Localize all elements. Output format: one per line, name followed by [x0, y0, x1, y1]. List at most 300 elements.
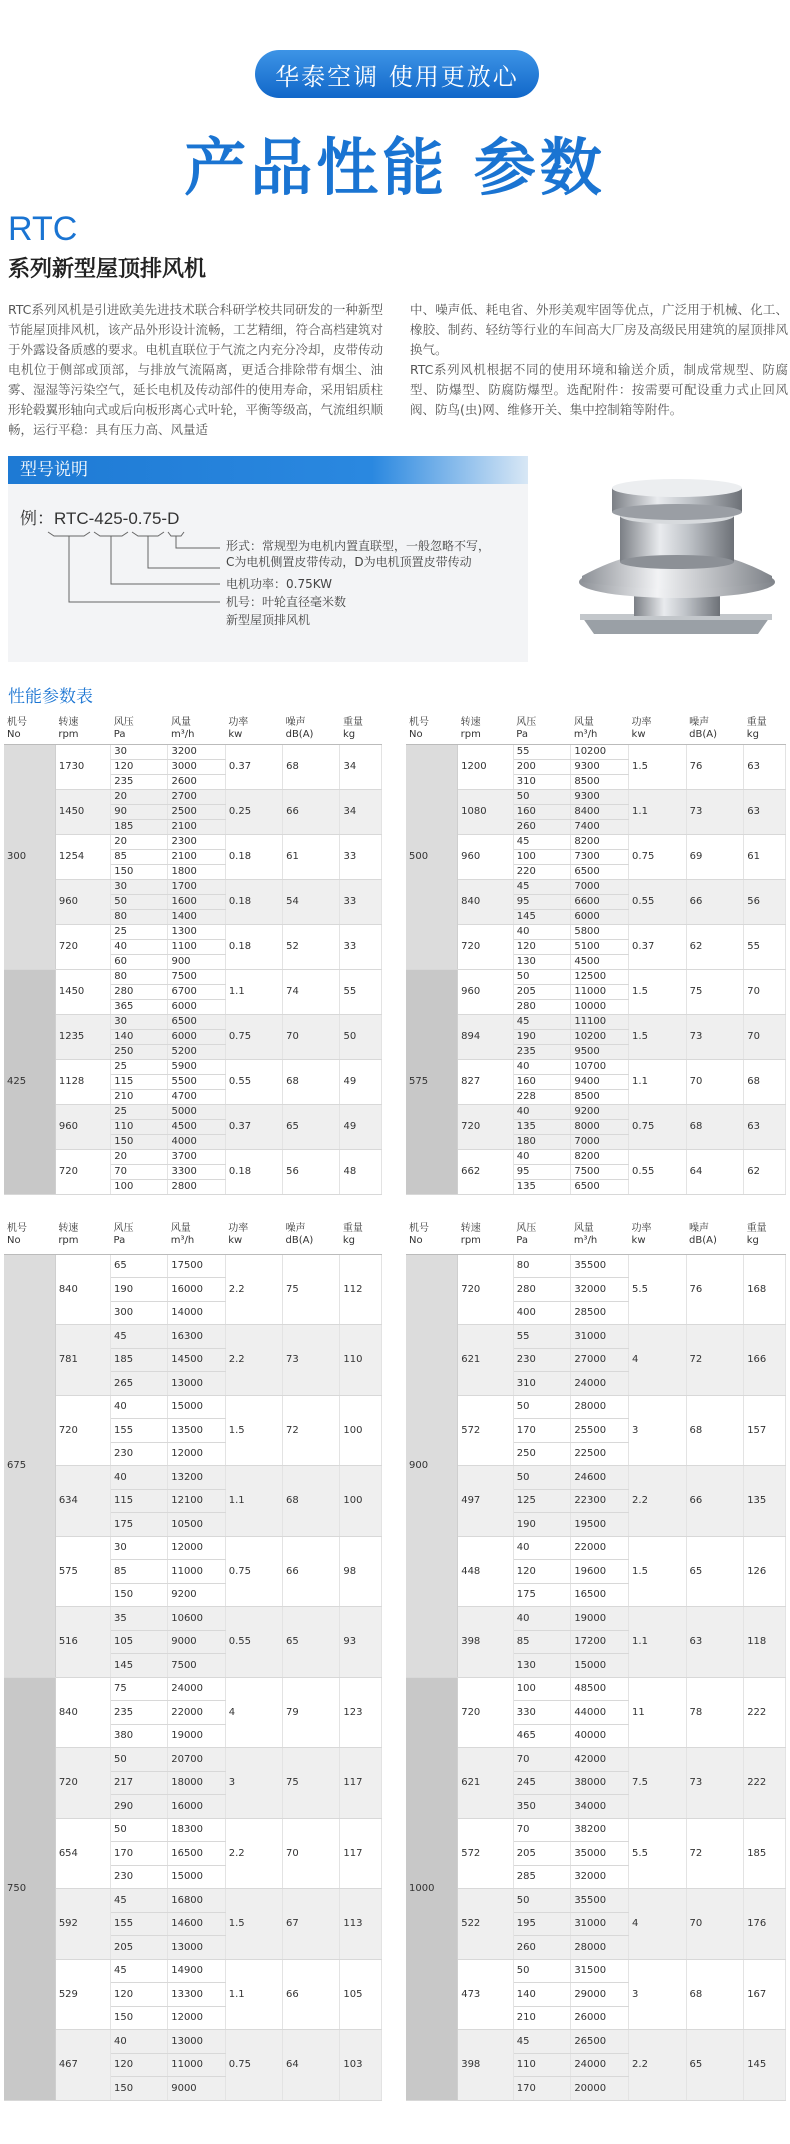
weight-cell: 100	[340, 1395, 382, 1466]
airflow-cell: 40000	[571, 1724, 629, 1748]
table-row	[406, 744, 786, 759]
pressure-cell: 50	[111, 1818, 168, 1842]
power-cell: 1.1	[629, 1607, 687, 1678]
rpm-cell: 572	[458, 1395, 514, 1466]
pressure-cell: 30	[111, 879, 168, 894]
noise-cell: 65	[282, 1607, 339, 1678]
table-row	[406, 1607, 786, 1631]
pressure-cell: 155	[111, 1419, 168, 1443]
airflow-cell: 8400	[571, 804, 629, 819]
intro-text-left	[8, 300, 383, 440]
pressure-cell: 170	[513, 1419, 571, 1443]
power-cell: 0.55	[629, 879, 687, 924]
column-header-db	[283, 716, 340, 744]
airflow-cell: 35000	[571, 1842, 629, 1866]
noise-cell: 74	[283, 969, 340, 1014]
noise-cell: 66	[282, 1959, 339, 2030]
column-header-kg-cn: 重量	[746, 717, 767, 728]
power-cell: 0.75	[629, 1104, 687, 1149]
weight-cell: 167	[744, 1959, 786, 2030]
weight-cell: 98	[340, 1536, 382, 1607]
pressure-cell: 285	[513, 1865, 571, 1889]
airflow-cell: 2700	[168, 789, 225, 804]
column-header-rpm	[458, 1222, 514, 1254]
airflow-cell: 6500	[571, 1179, 629, 1194]
airflow-cell: 4700	[168, 1089, 225, 1104]
pressure-cell: 210	[513, 2006, 571, 2030]
rpm-cell: 960	[55, 879, 110, 924]
airflow-cell: 1600	[168, 894, 225, 909]
rpm-cell: 522	[458, 1889, 514, 1960]
pressure-cell: 30	[111, 1536, 168, 1560]
power-cell: 1.5	[629, 969, 687, 1014]
rpm-cell: 1254	[55, 834, 110, 879]
table-row	[4, 1395, 382, 1419]
rpm-cell: 720	[458, 1677, 514, 1748]
rpm-cell: 720	[458, 924, 514, 969]
airflow-cell: 11100	[571, 1014, 629, 1029]
pressure-cell: 65	[111, 1254, 168, 1278]
airflow-cell: 9200	[571, 1104, 629, 1119]
airflow-cell: 6000	[168, 1029, 225, 1044]
rpm-cell: 572	[458, 1818, 514, 1889]
power-cell: 0.75	[225, 2030, 282, 2101]
rpm-cell: 473	[458, 1959, 514, 2030]
table-row	[406, 1014, 786, 1029]
airflow-cell: 24000	[168, 1677, 226, 1701]
power-cell: 1.1	[225, 1466, 282, 1537]
pressure-cell: 290	[111, 1795, 168, 1819]
airflow-cell: 12000	[168, 1442, 226, 1466]
pressure-cell: 35	[111, 1607, 168, 1631]
table-row	[406, 879, 786, 894]
pressure-cell: 25	[111, 1059, 168, 1074]
pressure-cell: 400	[513, 1301, 571, 1325]
weight-cell: 113	[340, 1889, 382, 1960]
airflow-cell: 9300	[571, 789, 629, 804]
rpm-cell: 1450	[55, 969, 110, 1014]
pressure-cell: 205	[111, 1936, 168, 1960]
power-cell: 0.55	[629, 1149, 687, 1194]
pressure-cell: 80	[111, 969, 168, 984]
power-cell: 2.2	[629, 1466, 687, 1537]
column-header-kg-en: kg	[746, 1235, 759, 1246]
power-cell: 0.75	[225, 1014, 282, 1059]
pressure-cell: 55	[513, 744, 571, 759]
airflow-cell: 4500	[168, 1119, 225, 1134]
power-cell: 0.37	[225, 744, 282, 789]
airflow-cell: 1300	[168, 924, 225, 939]
airflow-cell: 13500	[168, 1419, 226, 1443]
pressure-cell: 280	[111, 984, 168, 999]
column-header-kw-cn: 功率	[631, 717, 652, 728]
airflow-cell: 28000	[571, 1395, 629, 1419]
pressure-cell: 40	[111, 1466, 168, 1490]
airflow-cell: 10200	[571, 1029, 629, 1044]
column-header-no	[406, 1222, 458, 1254]
airflow-cell: 8500	[571, 1089, 629, 1104]
pressure-cell: 20	[111, 834, 168, 849]
noise-cell: 75	[686, 969, 744, 1014]
airflow-cell: 10200	[571, 744, 629, 759]
table-header-row	[406, 716, 786, 744]
pressure-cell: 300	[111, 1301, 168, 1325]
table-row	[4, 969, 382, 984]
pressure-cell: 195	[513, 1912, 571, 1936]
model-example-code: 例：RTC-425-0.75-D	[20, 509, 180, 528]
column-header-db-cn: 噪声	[689, 717, 710, 728]
column-header-no-cn: 机号	[409, 1223, 429, 1234]
airflow-cell: 6700	[168, 984, 225, 999]
pressure-cell: 190	[111, 1278, 168, 1302]
table-row	[4, 1325, 382, 1349]
column-header-rpm	[55, 1222, 110, 1254]
airflow-cell: 19600	[571, 1560, 629, 1584]
pressure-cell: 150	[111, 2006, 168, 2030]
power-cell: 11	[629, 1677, 687, 1748]
model-desc-type-line2: C为电机侧置皮带传动，D为电机顶置皮带传动	[226, 555, 472, 569]
noise-cell: 72	[686, 1818, 744, 1889]
pressure-cell: 350	[513, 1795, 571, 1819]
airflow-cell: 19000	[571, 1607, 629, 1631]
table-row	[4, 1889, 382, 1913]
pressure-cell: 110	[513, 2053, 571, 2077]
airflow-cell: 28500	[571, 1301, 629, 1325]
airflow-cell: 44000	[571, 1701, 629, 1725]
airflow-cell: 12000	[168, 2006, 226, 2030]
pressure-cell: 380	[111, 1724, 168, 1748]
pressure-cell: 50	[513, 1959, 571, 1983]
rpm-cell: 516	[55, 1607, 110, 1678]
spec-table-500-575	[406, 716, 786, 1195]
pressure-cell: 85	[111, 1560, 168, 1584]
model-desc-type-line1: 形式：常规型为电机内置直联型，一般忽略不写，	[226, 539, 491, 553]
noise-cell: 68	[686, 1959, 744, 2030]
column-header-kw	[225, 1222, 282, 1254]
column-header-no-cn: 机号	[409, 717, 429, 728]
pressure-cell: 40	[513, 1104, 571, 1119]
pressure-cell: 230	[111, 1442, 168, 1466]
power-cell: 1.1	[629, 1059, 687, 1104]
airflow-cell: 10600	[168, 1607, 226, 1631]
column-header-pa-cn: 风压	[113, 717, 134, 728]
pressure-cell: 185	[111, 1348, 168, 1372]
column-header-db-en: dB(A)	[689, 729, 717, 740]
power-cell: 1.5	[629, 1536, 687, 1607]
pressure-cell: 160	[513, 804, 571, 819]
pressure-cell: 140	[513, 1983, 571, 2007]
table-row	[4, 924, 382, 939]
column-header-air-cn: 风量	[170, 1223, 191, 1234]
pressure-cell: 75	[111, 1677, 168, 1701]
noise-cell: 68	[282, 1466, 339, 1537]
pressure-cell: 45	[513, 1014, 571, 1029]
pressure-cell: 30	[111, 744, 168, 759]
airflow-cell: 9000	[168, 2077, 226, 2101]
pressure-cell: 50	[513, 1395, 571, 1419]
noise-cell: 65	[686, 2030, 744, 2101]
pressure-cell: 50	[513, 1889, 571, 1913]
airflow-cell: 24600	[571, 1466, 629, 1490]
noise-cell: 78	[686, 1677, 744, 1748]
noise-cell: 73	[282, 1325, 339, 1396]
column-header-no-cn: 机号	[7, 717, 27, 728]
table-row	[406, 1889, 786, 1913]
pressure-cell: 150	[111, 2077, 168, 2101]
airflow-cell: 32000	[571, 1865, 629, 1889]
weight-cell: 105	[340, 1959, 382, 2030]
weight-cell: 63	[744, 1104, 786, 1149]
noise-cell: 68	[686, 1104, 744, 1149]
column-header-air	[571, 1222, 629, 1254]
airflow-cell: 3300	[168, 1164, 225, 1179]
noise-cell: 66	[686, 1466, 744, 1537]
machine-number-cell: 500	[406, 744, 458, 969]
column-header-pa-cn: 风压	[516, 717, 537, 728]
power-cell: 0.75	[629, 834, 687, 879]
rpm-cell: 960	[458, 969, 514, 1014]
power-cell: 5.5	[629, 1254, 687, 1325]
airflow-cell: 19000	[168, 1724, 226, 1748]
pressure-cell: 20	[111, 789, 168, 804]
pressure-cell: 120	[111, 1983, 168, 2007]
table-row	[406, 1748, 786, 1772]
table-row	[4, 1818, 382, 1842]
spec-table-300-425	[4, 716, 382, 1195]
noise-cell: 72	[686, 1325, 744, 1396]
airflow-cell: 16500	[168, 1842, 226, 1866]
pressure-cell: 205	[513, 984, 571, 999]
power-cell: 2.2	[629, 2030, 687, 2101]
column-header-no	[406, 716, 458, 744]
rpm-cell: 592	[55, 1889, 110, 1960]
airflow-cell: 27000	[571, 1348, 629, 1372]
airflow-cell: 13000	[168, 1372, 226, 1396]
airflow-cell: 35500	[571, 1889, 629, 1913]
column-header-db	[282, 1222, 339, 1254]
column-header-air	[168, 716, 225, 744]
airflow-cell: 16800	[168, 1889, 226, 1913]
noise-cell: 52	[283, 924, 340, 969]
airflow-cell: 16000	[168, 1278, 226, 1302]
pressure-cell: 50	[111, 1748, 168, 1772]
airflow-cell: 17200	[571, 1630, 629, 1654]
pressure-cell: 200	[513, 759, 571, 774]
column-header-db	[686, 716, 744, 744]
pressure-cell: 260	[513, 819, 571, 834]
column-header-kg-cn: 重量	[342, 717, 363, 728]
power-cell: 0.55	[225, 1059, 282, 1104]
weight-cell: 117	[340, 1818, 382, 1889]
column-header-air-en: m³/h	[170, 729, 195, 740]
pressure-cell: 70	[513, 1818, 571, 1842]
pressure-cell: 265	[111, 1372, 168, 1396]
noise-cell: 54	[283, 879, 340, 924]
column-header-kw-cn: 功率	[228, 717, 249, 728]
airflow-cell: 2100	[168, 849, 225, 864]
table-row	[406, 1059, 786, 1074]
pressure-cell: 105	[111, 1630, 168, 1654]
table-row	[406, 1466, 786, 1490]
airflow-cell: 7500	[168, 1654, 226, 1678]
airflow-cell: 9500	[571, 1044, 629, 1059]
weight-cell: 48	[340, 1149, 382, 1194]
weight-cell: 55	[744, 924, 786, 969]
pressure-cell: 228	[513, 1089, 571, 1104]
table-row	[4, 1536, 382, 1560]
pressure-cell: 330	[513, 1701, 571, 1725]
airflow-cell: 22300	[571, 1489, 629, 1513]
table-row	[406, 1149, 786, 1164]
airflow-cell: 6500	[571, 864, 629, 879]
table-row	[406, 1959, 786, 1983]
airflow-cell: 3200	[168, 744, 225, 759]
pressure-cell: 250	[513, 1442, 571, 1466]
airflow-cell: 8200	[571, 834, 629, 849]
column-header-air	[168, 1222, 226, 1254]
column-header-air-cn: 风量	[170, 717, 191, 728]
column-header-rpm	[55, 716, 110, 744]
table-row	[406, 1254, 786, 1278]
weight-cell: 33	[340, 834, 382, 879]
pressure-cell: 230	[513, 1348, 571, 1372]
airflow-cell: 14900	[168, 1959, 226, 1983]
airflow-cell: 8000	[571, 1119, 629, 1134]
table-row	[406, 1395, 786, 1419]
table-row	[4, 1254, 382, 1278]
pressure-cell: 45	[513, 2030, 571, 2054]
airflow-cell: 22500	[571, 1442, 629, 1466]
column-header-pa	[111, 716, 168, 744]
airflow-cell: 10000	[571, 999, 629, 1014]
column-header-no-en: No	[7, 1235, 21, 1246]
machine-number-cell: 575	[406, 969, 458, 1194]
weight-cell: 222	[744, 1748, 786, 1819]
power-cell: 5.5	[629, 1818, 687, 1889]
airflow-cell: 12500	[571, 969, 629, 984]
noise-cell: 73	[686, 1748, 744, 1819]
table-row	[406, 924, 786, 939]
machine-number-cell: 425	[4, 969, 55, 1194]
pressure-cell: 135	[513, 1179, 571, 1194]
pressure-cell: 45	[513, 879, 571, 894]
weight-cell: 168	[744, 1254, 786, 1325]
spec-table-675-750	[4, 1222, 382, 2101]
pressure-cell: 70	[111, 1164, 168, 1179]
power-cell: 1.1	[225, 1959, 282, 2030]
column-header-kg	[340, 1222, 382, 1254]
table-row	[406, 1325, 786, 1349]
noise-cell: 68	[283, 744, 340, 789]
column-header-kg-cn: 重量	[746, 1223, 767, 1234]
rpm-cell: 621	[458, 1325, 514, 1396]
noise-cell: 73	[686, 789, 744, 834]
column-header-kw	[629, 716, 687, 744]
column-header-kw	[225, 716, 282, 744]
noise-cell: 65	[686, 1536, 744, 1607]
airflow-cell: 48500	[571, 1677, 629, 1701]
airflow-cell: 25500	[571, 1419, 629, 1443]
column-header-db-cn: 噪声	[689, 1223, 710, 1234]
noise-cell: 76	[686, 744, 744, 789]
table-row	[4, 1059, 382, 1074]
pressure-cell: 100	[513, 849, 571, 864]
pressure-cell: 245	[513, 1771, 571, 1795]
power-cell: 0.37	[225, 1104, 282, 1149]
noise-cell: 62	[686, 924, 744, 969]
noise-cell: 76	[686, 1254, 744, 1325]
airflow-cell: 5200	[168, 1044, 225, 1059]
noise-cell: 70	[686, 1059, 744, 1104]
table-row	[4, 789, 382, 804]
weight-cell: 33	[340, 879, 382, 924]
rpm-cell: 467	[55, 2030, 110, 2101]
airflow-cell: 9300	[571, 759, 629, 774]
table-header-row	[406, 1222, 786, 1254]
airflow-cell: 14600	[168, 1912, 226, 1936]
table-header-row	[4, 1222, 382, 1254]
noise-cell: 75	[282, 1254, 339, 1325]
pressure-cell: 280	[513, 1278, 571, 1302]
pressure-cell: 130	[513, 954, 571, 969]
column-header-kw-cn: 功率	[228, 1223, 249, 1234]
pressure-cell: 85	[111, 849, 168, 864]
pressure-cell: 100	[111, 1179, 168, 1194]
column-header-rpm-en: rpm	[58, 1235, 79, 1246]
power-cell: 1.1	[225, 969, 282, 1014]
rpm-cell: 1730	[55, 744, 110, 789]
noise-cell: 66	[283, 789, 340, 834]
pressure-cell: 205	[513, 1842, 571, 1866]
airflow-cell: 34000	[571, 1795, 629, 1819]
column-header-air-en: m³/h	[573, 729, 598, 740]
machine-number-cell: 1000	[406, 1677, 458, 2100]
noise-cell: 66	[686, 879, 744, 924]
rpm-cell: 1200	[458, 744, 514, 789]
pressure-cell: 80	[513, 1254, 571, 1278]
noise-cell: 69	[686, 834, 744, 879]
airflow-cell: 18300	[168, 1818, 226, 1842]
pressure-cell: 190	[513, 1029, 571, 1044]
pressure-cell: 40	[111, 2030, 168, 2054]
airflow-cell: 14000	[168, 1301, 226, 1325]
rpm-cell: 448	[458, 1536, 514, 1607]
column-header-rpm-cn: 转速	[460, 717, 481, 728]
pressure-cell: 30	[111, 1014, 168, 1029]
airflow-cell: 22000	[168, 1701, 226, 1725]
spec-table-900-1000	[406, 1222, 786, 2101]
pressure-cell: 170	[513, 2077, 571, 2101]
noise-cell: 70	[283, 1014, 340, 1059]
pressure-cell: 125	[513, 1489, 571, 1513]
column-header-rpm-en: rpm	[460, 729, 481, 740]
power-cell: 3	[629, 1395, 687, 1466]
weight-cell: 100	[340, 1466, 382, 1537]
table-row	[4, 1959, 382, 1983]
weight-cell: 63	[744, 744, 786, 789]
airflow-cell: 3000	[168, 759, 225, 774]
rpm-cell: 720	[55, 1149, 110, 1194]
airflow-cell: 4500	[571, 954, 629, 969]
column-header-no-en: No	[409, 1235, 423, 1246]
pressure-cell: 210	[111, 1089, 168, 1104]
pressure-cell: 365	[111, 999, 168, 1014]
weight-cell: 135	[744, 1466, 786, 1537]
airflow-cell: 5500	[168, 1074, 225, 1089]
column-header-kg	[744, 716, 786, 744]
model-desc-number: 机号：叶轮直径毫米数	[226, 595, 347, 609]
table-row	[4, 1677, 382, 1701]
